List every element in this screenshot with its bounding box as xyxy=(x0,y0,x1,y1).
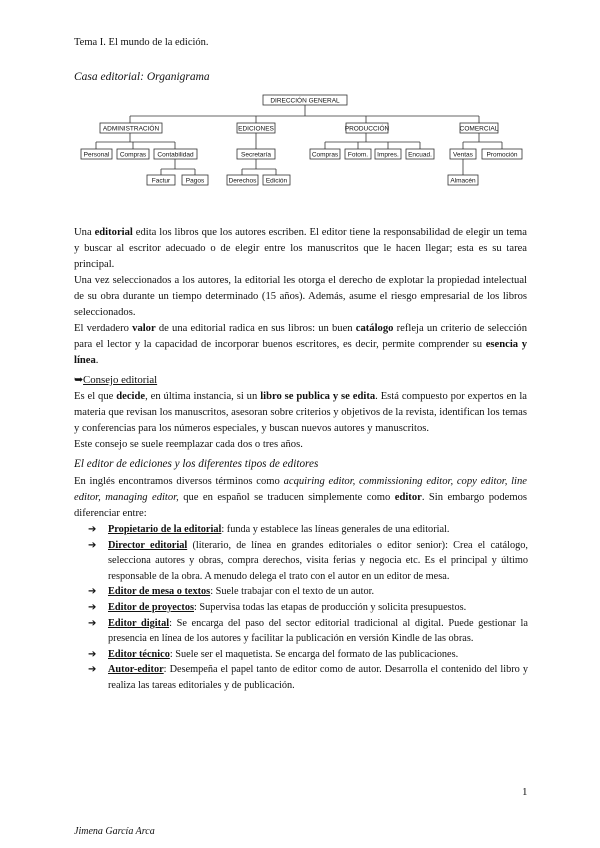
org-node-compras-prod xyxy=(310,149,340,159)
intro-paragraph-2: Una vez seleccionados a los autores, la editorial les otorga el derecho de explotar la propiedad intelectual de su obra durante un tiempo determinado (15 años). Además, asume el riesgo empresarial de los libros seleccionados. xyxy=(74,275,527,318)
footer-author: Jimena García Arca xyxy=(74,826,155,837)
org-node-fotom xyxy=(345,149,371,159)
running-header: Tema I. El mundo de la edición. xyxy=(74,37,209,48)
org-node-derechos xyxy=(227,175,258,185)
right-arrow-icon: ➔ xyxy=(88,648,97,660)
org-node-comercial xyxy=(460,123,499,133)
right-arrow-icon: ➔ xyxy=(88,586,97,598)
svg-text:Encuad.: Encuad. xyxy=(408,151,432,159)
org-node-promocion xyxy=(482,149,522,159)
intro-paragraphs xyxy=(74,225,527,369)
editor-types-list xyxy=(88,522,528,694)
right-arrow-icon: ➔ xyxy=(88,524,97,535)
org-node-ventas xyxy=(450,149,476,159)
svg-text:ADMINISTRACIÓN: ADMINISTRACIÓN xyxy=(102,125,160,133)
right-arrow-icon: ➔ xyxy=(88,664,97,676)
svg-text:Compras: Compras xyxy=(119,151,147,159)
consejo-heading xyxy=(74,373,157,386)
list-item: ➔ Editor de mesa o textos: Suele trabajar con el texto de un autor. xyxy=(88,584,528,600)
org-node-administracion xyxy=(100,123,162,133)
consejo-title: Consejo editorial xyxy=(83,374,158,386)
list-item: ➔ Autor-editor: Desempeña el papel tanto de editor como de autor. Desarrolla el contenido del libro y realiza las tareas editoriales y de publicación. xyxy=(88,664,528,691)
svg-text:Almacén: Almacén xyxy=(450,177,476,185)
consejo-paragraph-2: Este consejo se suele reemplazar cada dos o tres años. xyxy=(74,439,303,450)
org-node-direccion-general xyxy=(263,95,347,105)
svg-text:Secretaría: Secretaría xyxy=(241,151,271,159)
org-chart xyxy=(70,90,530,200)
svg-text:Pagos: Pagos xyxy=(185,177,205,185)
hook-arrow-icon: ➥ xyxy=(74,374,84,386)
intro-paragraph-1: Una editorial edita los libros que los autores escriben. El editor tiene la responsabilidad de elegir un tema y buscar al escritor adecuado o de elegir entre los manuscritos que le hacen llegar; esta es su tarea principal. xyxy=(74,227,527,270)
list-item: ➔ Editor digital: Se encarga del paso del sector editorial tradicional al digital. Puede gestionar la presencia en línea de los autores y facilitar la publicación en versión Kindle de las obras. xyxy=(88,617,528,645)
svg-text:Edición: Edición xyxy=(265,177,288,185)
svg-text:Factur: Factur xyxy=(151,177,171,185)
org-node-encuad xyxy=(406,149,434,159)
svg-text:Fotom.: Fotom. xyxy=(347,151,369,159)
svg-text:COMERCIAL: COMERCIAL xyxy=(459,125,499,133)
org-node-personal xyxy=(81,149,112,159)
right-arrow-icon: ➔ xyxy=(88,539,97,551)
org-node-contabilidad xyxy=(154,149,197,159)
org-node-compras-admin xyxy=(117,149,149,159)
org-node-ediciones xyxy=(237,123,275,133)
editores-intro: En inglés encontramos diversos términos como acquiring editor, commissioning editor, copy editor, line editor, managing editor, que en español se traducen simplemente como editor. Sin embargo podemos diferenciar entre: xyxy=(74,476,528,519)
svg-text:Personal: Personal xyxy=(83,151,110,159)
org-node-secretaria xyxy=(237,149,275,159)
svg-text:PRODUCCIÓN: PRODUCCIÓN xyxy=(344,125,390,133)
org-node-edicion xyxy=(263,175,290,185)
org-node-impres xyxy=(375,149,401,159)
svg-text:Compras: Compras xyxy=(311,151,339,159)
right-arrow-icon: ➔ xyxy=(88,617,97,629)
consejo-paragraph-1: Es el que decide, en última instancia, si un libro se publica y se edita. Está compuesto por expertos en la materia que revisan los manuscritos, asesoran sobre criterios y objetivos de la revista, identifican los temas y conferencias para los números especiales, y buscan nuevos autores y manuscritos. xyxy=(74,391,528,434)
consejo-paragraphs xyxy=(74,389,527,453)
org-node-pagos xyxy=(182,175,208,185)
svg-text:Ventas: Ventas xyxy=(453,151,473,159)
intro-paragraph-3: El verdadero valor de una editorial radica en sus libros: un buen catálogo refleja un criterio de selección para el lector y la capacidad de incorporar buenos escritores, es decir, permite comprender su esencia y línea. xyxy=(74,323,527,366)
right-arrow-icon: ➔ xyxy=(88,601,97,613)
section-title-organigrama: Casa editorial: Organigrama xyxy=(74,71,210,83)
list-item: ➔ Editor técnico: Suele ser el maquetista. Se encarga del formato de las publicaciones. xyxy=(88,647,528,663)
page-number: 1 xyxy=(522,786,528,798)
svg-text:DIRECCIÓN GENERAL: DIRECCIÓN GENERAL xyxy=(270,97,340,105)
org-node-almacen xyxy=(448,175,478,185)
svg-text:Derechos: Derechos xyxy=(228,177,257,185)
list-item: ➔ Editor de proyectos: Supervisa todas las etapas de producción y solicita presupuestos. xyxy=(88,600,528,616)
svg-text:Contabilidad: Contabilidad xyxy=(157,151,194,159)
svg-text:EDICIONES: EDICIONES xyxy=(238,125,274,133)
list-item: ➔ Propietario de la editorial: funda y establece las líneas generales de una editorial. xyxy=(88,522,528,538)
svg-text:Promoción: Promoción xyxy=(486,151,518,159)
list-item: ➔ Director editorial (literario, de línea en grandes editoriales o editor senior): Crea el catálogo, selecciona autores y obras, compra derechos, visita ferias y negocia etc. Es el principal y último responsable de la obra. A menudo delega el trato con el autor en un editor de mesa. xyxy=(88,539,528,582)
org-node-factur xyxy=(147,175,175,185)
svg-text:Impres.: Impres. xyxy=(377,151,399,159)
org-node-produccion xyxy=(345,123,390,133)
section-title-editores: El editor de ediciones y los diferentes tipos de editores xyxy=(74,458,319,470)
